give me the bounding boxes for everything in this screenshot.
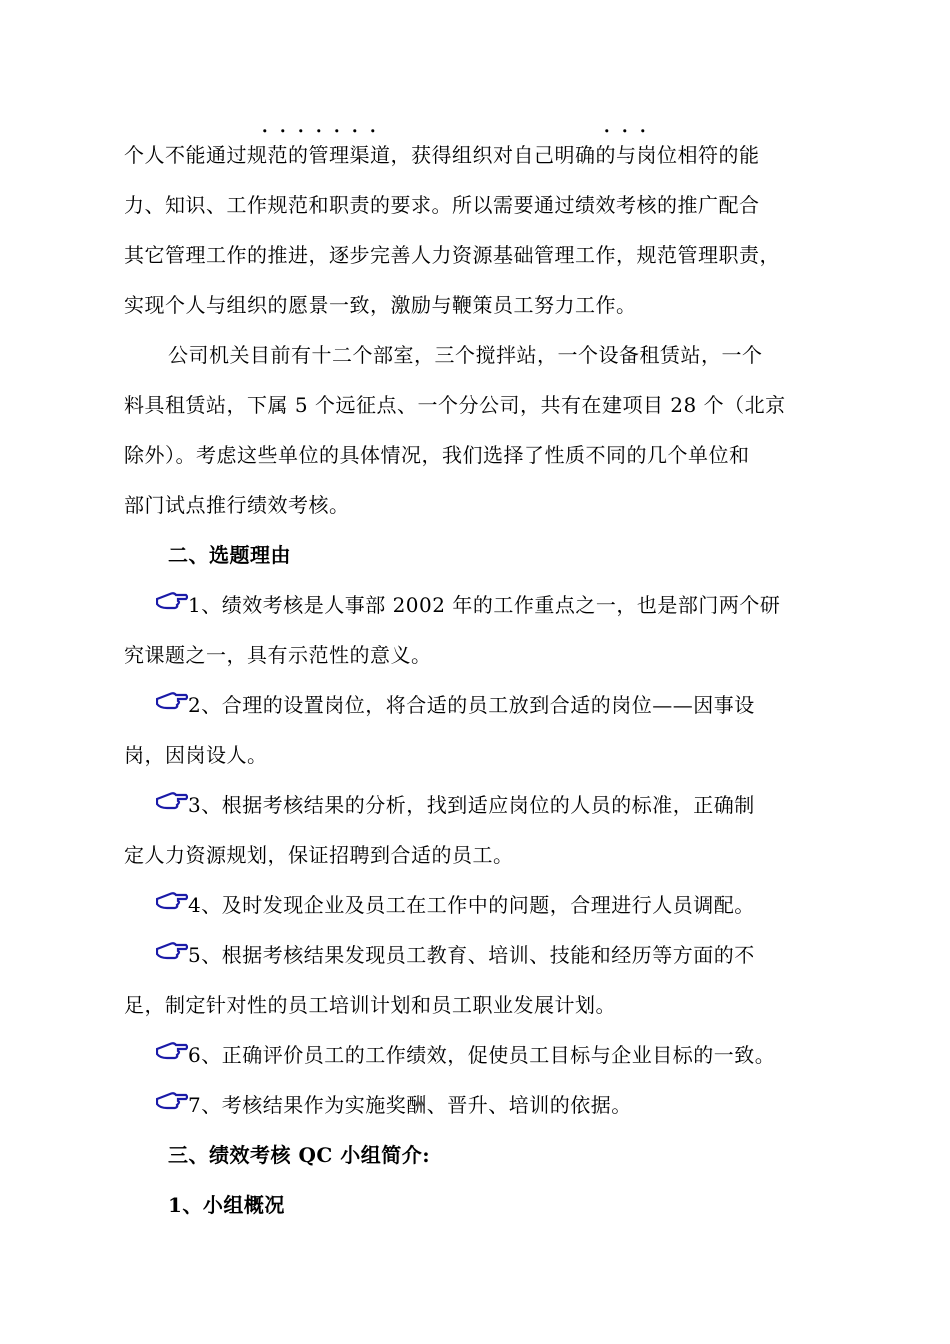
intro-line: 个人不能通过规范的管理渠道，获得组织对自己明确的与岗位相符的能 xyxy=(124,143,760,167)
reason-item xyxy=(156,780,862,831)
pointing-hand-icon xyxy=(156,890,188,910)
para2-line: 公司机关目前有十二个部室，三个搅拌站，一个设备租赁站，一个 xyxy=(168,343,763,367)
reason-text-cont: 岗，因岗设人。 xyxy=(124,743,268,767)
reason-item xyxy=(156,1080,862,1131)
section-heading: 二、选题理由 xyxy=(168,543,291,567)
intro-line: 力、知识、工作规范和职责的要求。所以需要通过绩效考核的推广配合 xyxy=(124,193,760,217)
reason-text-cont: 究课题之一，具有示范性的意义。 xyxy=(124,643,432,667)
section-heading: 三、绩效考核 QC 小组简介: xyxy=(168,1143,431,1167)
pointing-hand-icon xyxy=(156,590,188,610)
reason-item xyxy=(156,930,862,981)
reason-text: 6、正确评价员工的工作绩效，促使员工目标与企业目标的一致。 xyxy=(188,1043,776,1067)
intro-line: 其它管理工作的推进，逐步完善人力资源基础管理工作，规范管理职责， xyxy=(124,243,780,267)
reason-text: 3、根据考核结果的分析，找到适应岗位的人员的标准，正确制 xyxy=(188,793,755,817)
pointing-hand-icon xyxy=(156,940,188,960)
para2-line: 料具租赁站，下属 5 个远征点、一个分公司，共有在建项目 28 个（北京 xyxy=(124,393,786,417)
reason-item xyxy=(156,680,862,731)
para2-line: 部门试点推行绩效考核。 xyxy=(124,493,350,517)
reason-text: 5、根据考核结果发现员工教育、培训、技能和经历等方面的不 xyxy=(188,943,755,967)
reason-text-cont: 足，制定针对性的员工培训计划和员工职业发展计划。 xyxy=(124,993,616,1017)
pointing-hand-icon xyxy=(156,1040,188,1060)
pointing-hand-icon xyxy=(156,690,188,710)
reason-text: 1、绩效考核是人事部 2002 年的工作重点之一，也是部门两个研 xyxy=(188,593,781,617)
reason-item xyxy=(156,880,862,931)
para2-line: 除外）。考虑这些单位的具体情况，我们选择了性质不同的几个单位和 xyxy=(124,443,750,467)
reason-text: 7、考核结果作为实施奖酬、晋升、培训的依据。 xyxy=(188,1093,632,1117)
pointing-hand-icon xyxy=(156,790,188,810)
reason-text: 4、及时发现企业及员工在工作中的问题，合理进行人员调配。 xyxy=(188,893,755,917)
subsection-heading: 1、小组概况 xyxy=(168,1193,285,1217)
reason-item xyxy=(156,1030,862,1081)
reason-item xyxy=(156,580,862,631)
emphasis-dots: ．．．．．．． xyxy=(262,116,397,137)
pointing-hand-icon xyxy=(156,1090,188,1110)
reason-text-cont: 定人力资源规划，保证招聘到合适的员工。 xyxy=(124,843,514,867)
emphasis-dots: ．．． xyxy=(604,116,667,137)
reason-text: 2、合理的设置岗位，将合适的员工放到合适的岗位——因事设 xyxy=(188,693,755,717)
intro-line: 实现个人与组织的愿景一致，激励与鞭策员工努力工作。 xyxy=(124,293,637,317)
